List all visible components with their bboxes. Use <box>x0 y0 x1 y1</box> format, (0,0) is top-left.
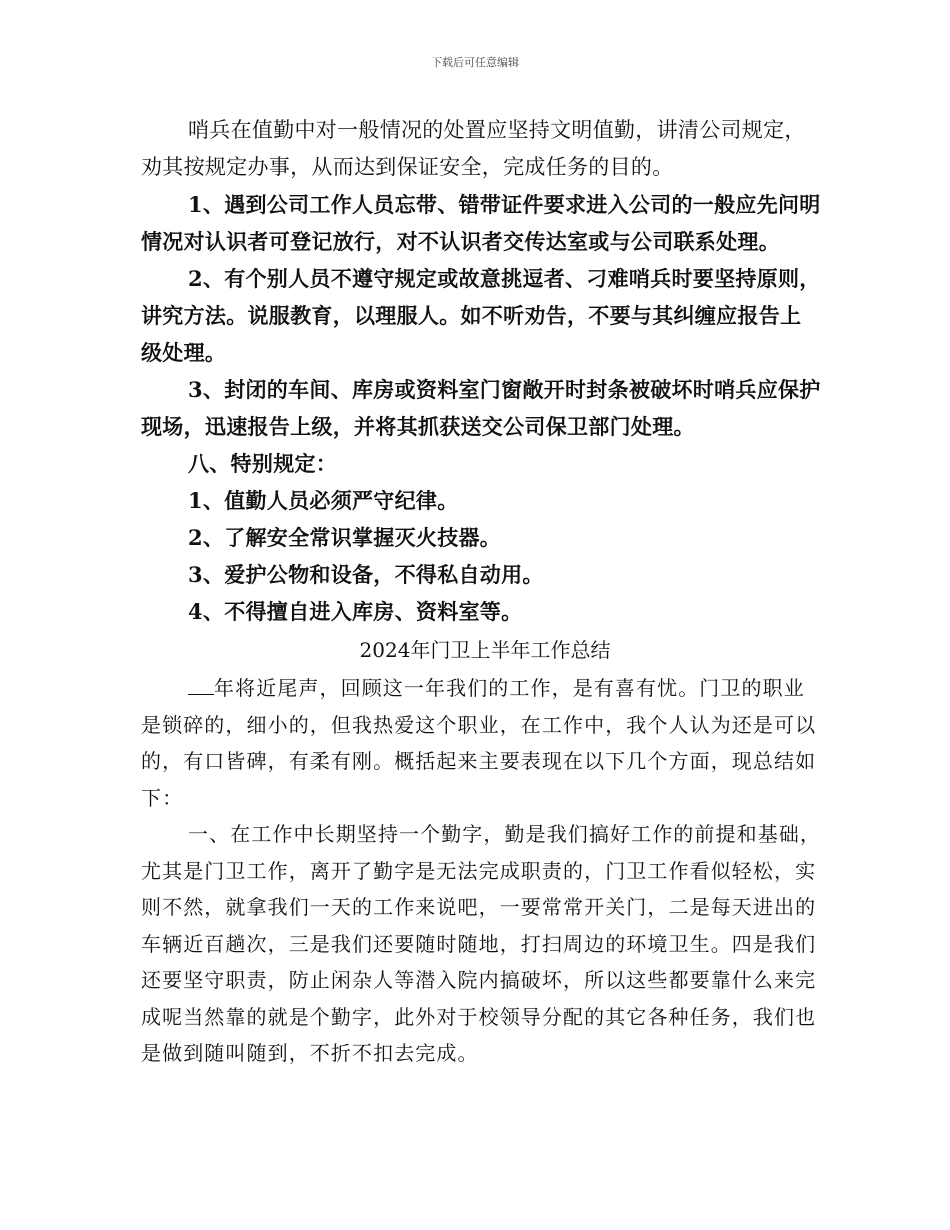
paragraph-summary-point-1: 一、在工作中长期坚持一个勤字，勤是我们搞好工作的前提和基础，尤其是门卫工作，离开了勤字是无法完成职责的，门卫工作看似轻松，实则不然，就拿我们一天的工作来说吧，一要常常开关门，二是每天进出的车辆近百趟次，三是我们还要随时随地，打扫周边的环境卫生。四是我们还要坚守职责，防止闲杂人等潜入院内搞破坏，所以这些都要靠什么来完成呢当然靠的就是个勤字，此外对于校领导分配的其它各种任务，我们也是做到随叫随到，不折不扣去完成。 <box>141 822 821 1065</box>
page-header: 下载后可任意编辑 <box>431 56 519 69</box>
special-rule-4: 4、不得擅自进入库房、资料室等。 <box>188 599 523 624</box>
paragraph-summary-intro-text: 年将近尾声，回顾这一年我们的工作，是有喜有忧。门卫的职业是锁碎的，细小的，但我热爱这个职业，在工作中，我个人认为还是可以的，有口皆碑，有柔有刚。概括起来主要表现在以下几个方面，现总结如下： <box>141 676 817 810</box>
paragraph-rule-1: 1、遇到公司工作人员忘带、错带证件要求进入公司的一般应先问明情况对认识者可登记放行，对不认识者交传达室或与公司联系处理。 <box>141 192 821 254</box>
paragraph-intro: 哨兵在值勤中对一般情况的处置应坚持文明值勤，讲清公司规定，劝其按规定办事，从而达到保证安全，完成任务的目的。 <box>141 118 806 179</box>
paragraph-summary-intro <box>141 670 821 816</box>
heading-special-rules: 八、特别规定： <box>188 451 338 476</box>
special-rule-2: 2、了解安全常识掌握灭火技器。 <box>188 525 502 550</box>
blank-underline <box>188 676 214 695</box>
section-summary <box>141 670 821 1072</box>
special-rule-3: 3、爱护公物和设备，不得私自动用。 <box>188 562 544 587</box>
paragraph-rule-3: 3、封闭的车间、库房或资料室门窗敞开时封条被破坏时哨兵应保护现场，迅速报告上级，并将其抓获送交公司保卫部门处理。 <box>141 377 821 439</box>
document-body <box>141 112 821 1072</box>
special-rule-1: 1、值勤人员必须严守纪律。 <box>188 488 459 513</box>
document-title: 2024年门卫上半年工作总结 <box>359 638 611 662</box>
paragraph-rule-2: 2、有个别人员不遵守规定或故意挑逗者、刁难哨兵时要坚持原则，讲究方法。说服教育，以理服人。如不听劝告，不要与其纠缠应报告上级处理。 <box>141 266 821 365</box>
section-sentry-rules <box>141 112 821 630</box>
